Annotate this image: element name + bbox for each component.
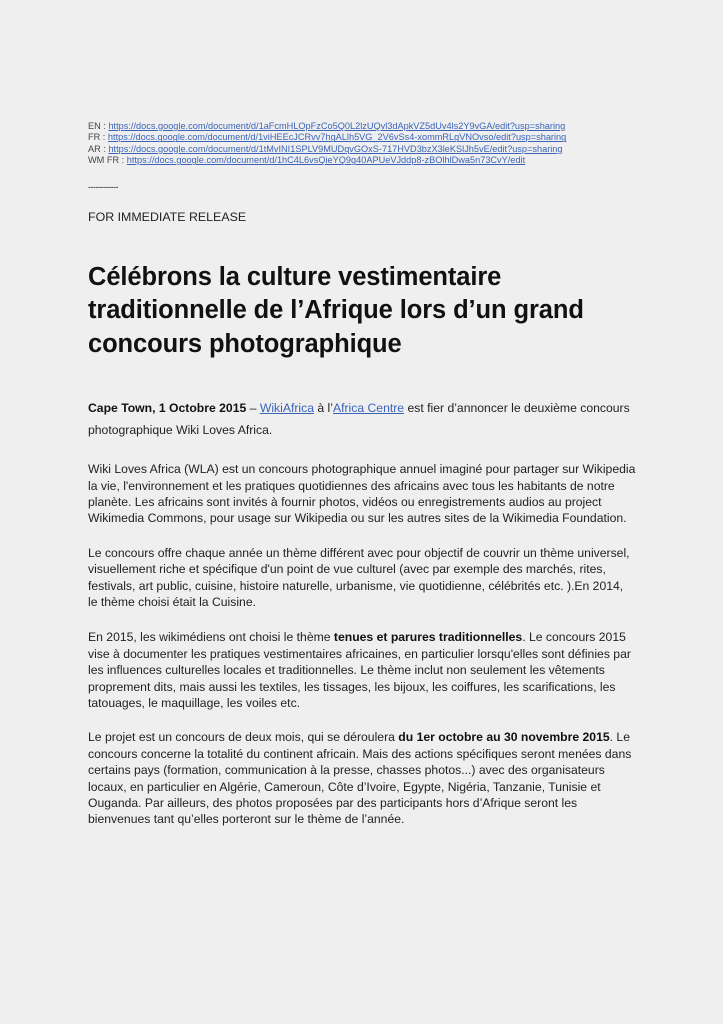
headline: Célébrons la culture vestimentaire traditionnelle de l’Afrique lors d’un grand concours photographique <box>88 262 584 358</box>
link-lang-label: FR <box>88 132 101 143</box>
lead-paragraph <box>88 397 636 441</box>
paragraph-2015-theme <box>88 629 636 711</box>
link-separator: : <box>119 155 127 166</box>
link-separator: : <box>100 121 109 131</box>
dash: – <box>246 401 260 416</box>
africa-centre-link[interactable]: Africa Centre <box>332 401 405 416</box>
paragraph-contest-dates <box>88 729 636 827</box>
p4-bold-dates: du 1er octobre au 30 novembre 2015 <box>398 730 610 745</box>
link-row-fr <box>88 132 636 143</box>
link-lang-label: AR <box>88 143 101 154</box>
link-separator: : <box>100 143 109 154</box>
p4-before: Le projet est un concours de deux mois, qui se déroulera <box>88 730 399 745</box>
p4-after: . Le concours concerne la totalité du continent africain. Mais des actions spécifiques seront menées dans certains pays (formation, communication à la presse, chasses photos...) avec des organisateurs locaux, en particulier en Algérie, Cameroun, Côte d’Ivoire, Egypte, Nigéria, Tanzanie, Tunisie et Ouganda. Par ailleurs, des photos proposées par des participants hors d’Afrique seront les bienvenues tant qu’elles porteront sur le thème de l’année. <box>88 730 632 827</box>
link-wm-fr[interactable]: https://docs.google.com/document/d/1hC4L6vsQieYQ9g40APUeVJddp8-zBOlhlDwa5n73CvY/edit <box>126 155 526 166</box>
separator-line: ------------ <box>88 181 118 192</box>
lead-text-1: à l’ <box>314 401 333 416</box>
link-lang-label: WM FR <box>88 155 120 166</box>
document-page <box>88 121 636 828</box>
paragraph-themes: Le concours offre chaque année un thème différent avec pour objectif de couvrir un thème universel, visuellement riche et spécifique d'un point de vue culturel (avec par exemple des marchés, rites, festivals, art public, cuisine, histoire naturelle, urbanisme, vie quotidienne, célébrités etc. ).En 2014, le thème choisi était la Cuisine. <box>88 545 630 609</box>
translation-links <box>88 121 636 167</box>
link-en[interactable]: https://docs.google.com/document/d/1aFcmHLOpFzCo5Q0L2lzUQvl3dApkVZ5dUv4ls2Y9vGA/edit?usp=sharing <box>108 121 566 131</box>
paragraph-wla-intro: Wiki Loves Africa (WLA) est un concours photographique annuel imaginé pour partager sur Wikipedia la vie, l'environnement et les pratiques quotidiennes des africains avec tous les habitants de notre planète. Les africains sont invités à fournir photos, vidéos ou enregistrements audios au project Wikimedia Commons, pour usage sur Wikipedia ou sur les autres sites de la Wikimedia Foundation. <box>88 462 636 526</box>
dateline: Cape Town, 1 Octobre 2015 <box>88 401 247 416</box>
p3-after: . Le concours 2015 vise à documenter les pratiques vestimentaires africaines, en particulier lorsqu'elles sont définies par les influences culturelles locales et traditionnelles. Le thème inclut non seulement les vêtements proprement dits, mais aussi les textiles, les tissages, les bijoux, les coiffures, les scarifications, les tatouages, le maquillage, les voiles etc. <box>88 630 631 710</box>
release-label: FOR IMMEDIATE RELEASE <box>88 209 247 224</box>
link-row-en <box>88 121 636 132</box>
p3-bold-theme: tenues et parures traditionnelles <box>333 630 523 645</box>
link-row-wm-fr <box>88 155 636 166</box>
link-fr[interactable]: https://docs.google.com/document/d/1viHEEcJCRvv7hgALlh5VG_2V6vSs4-xommRLgVNOvso/edit?usp=sharing <box>107 132 567 143</box>
link-ar[interactable]: https://docs.google.com/document/d/1tMvINI1SPLV9MUDqvGOxS-717HVD3bzX3leKSlJh5vE/edit?usp=sharing <box>108 143 563 154</box>
wikiafrica-link[interactable]: WikiAfrica <box>259 401 314 416</box>
link-lang-label: EN <box>88 121 101 131</box>
link-separator: : <box>100 132 108 143</box>
lead-text-2: est fier d’annoncer le deuxième concours photographique Wiki Loves Africa. <box>88 401 630 438</box>
p3-before: En 2015, les wikimédiens ont choisi le thème <box>88 630 334 645</box>
link-row-ar <box>88 144 636 155</box>
